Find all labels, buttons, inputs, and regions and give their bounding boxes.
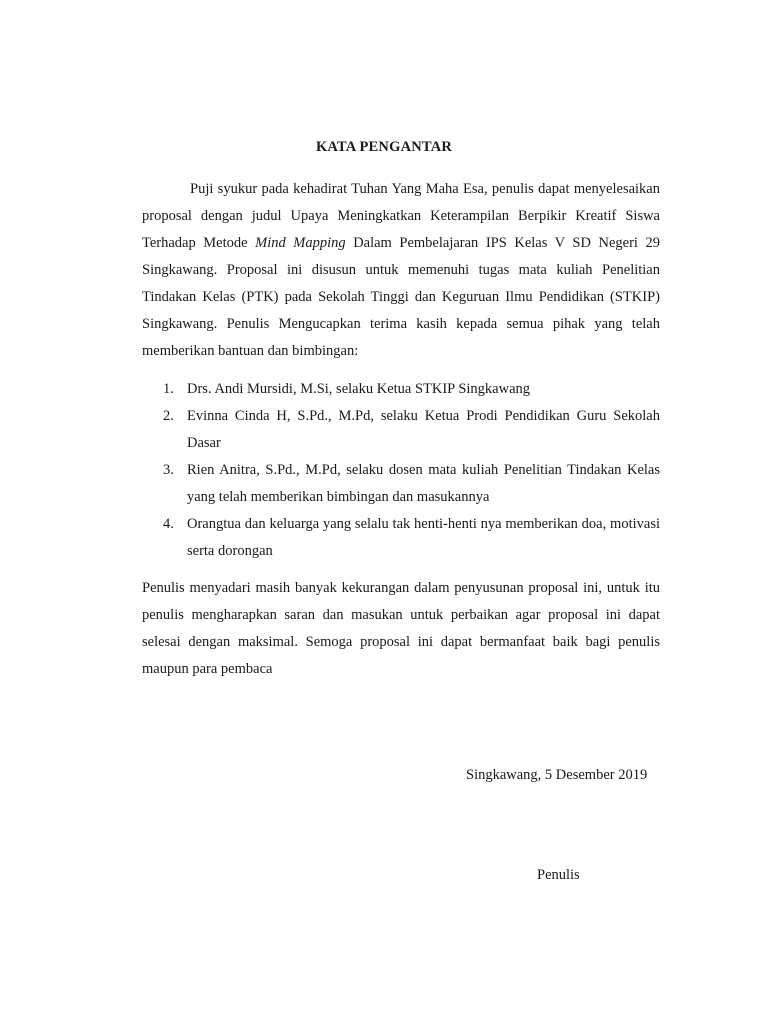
acknowledgement-list <box>142 376 660 565</box>
list-item-text: Drs. Andi Mursidi, M.Si, selaku Ketua STKIP Singkawang <box>187 381 531 397</box>
intro-text-end: Dalam Pembelajaran IPS Kelas V SD Negeri 29 Singkawang. Proposal ini disusun untuk memenuhi tugas mata kuliah Penelitian Tindakan Kelas (PTK) pada Sekolah Tinggi dan Keguruan Ilmu Pendidikan (STKIP) Singkawang. Penulis Mengucapkan terima kasih kepada semua pihak yang telah memberikan bantuan dan bimbingan: <box>142 235 660 359</box>
intro-italic-term: Mind Mapping <box>255 235 346 251</box>
list-item-number: 4. <box>163 516 174 532</box>
intro-text-start: Puji syukur pada kehadirat Tuhan Yang Maha Esa, penulis dapat menyelesaikan proposal dengan judul Upaya Meningkatkan Keterampilan Berpikir Kreatif Siswa Terhadap Metode <box>142 181 660 251</box>
list-item-text: Rien Anitra, S.Pd., M.Pd, selaku dosen mata kuliah Penelitian Tindakan Kelas yang telah memberikan bimbingan dan masukannya <box>187 462 660 505</box>
list-item-number: 1. <box>163 381 174 397</box>
list-item-number: 3. <box>163 462 174 478</box>
list-item <box>142 376 660 403</box>
author-signature-label: Penulis <box>537 867 580 883</box>
closing-paragraph: Penulis menyadari masih banyak kekurangan dalam penyusunan proposal ini, untuk itu penulis mengharapkan saran dan masukan untuk perbaikan agar proposal ini dapat selesai dengan maksimal. Semoga proposal ini dapat bermanfaat baik bagi penulis maupun para pembaca <box>142 580 660 677</box>
list-item-text: Evinna Cinda H, S.Pd., M.Pd, selaku Ketua Prodi Pendidikan Guru Sekolah Dasar <box>187 408 660 451</box>
list-item <box>142 403 660 457</box>
intro-paragraph <box>142 176 660 365</box>
list-item-text: Orangtua dan keluarga yang selalu tak henti-henti nya memberikan doa, motivasi serta dorongan <box>187 516 660 559</box>
list-item <box>142 457 660 511</box>
place-date: Singkawang, 5 Desember 2019 <box>466 767 648 783</box>
list-item <box>142 511 660 565</box>
list-item-number: 2. <box>163 408 174 424</box>
page-title: KATA PENGANTAR <box>315 139 453 155</box>
